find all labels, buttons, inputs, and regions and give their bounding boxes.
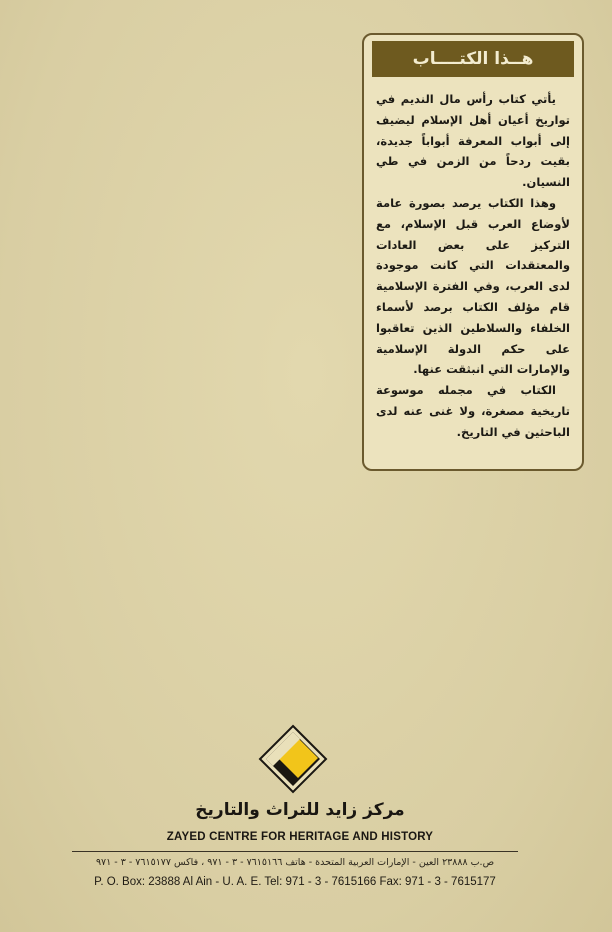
about-book-box (362, 33, 584, 471)
paragraph-3: الكتاب في مجمله موسوعة تاريخية مصغرة، ولا غنى عنه لدى الباحثين في التاريخ. (376, 383, 570, 439)
paragraph-1: يأتي كتاب رأس مال النديم في تواريخ أعيان أهل الإسلام ليضيف إلى أبواب المعرفة أبواباً جديدة، بقيت ردحاً من الزمن في طي النسيان. (376, 92, 570, 190)
paragraph-2: وهذا الكتاب يرصد بصورة عامة لأوضاع العرب قبل الإسلام، مع التركيز على بعض العادات والمعتقدات التي كانت موجودة لدى العرب، وفي الفترة الإسلامية قام مؤلف الكتاب برصد لأسماء الخلفاء والسلاطين الذين تعاقبوا على حكم الدولة الإسلامية والإمارات التي انبثقت عنها. (376, 195, 570, 377)
about-book-title: هــذا الكتــــاب (372, 41, 574, 77)
publisher-name-english: ZAYED CENTRE FOR HERITAGE AND HISTORY (166, 831, 434, 843)
publisher-name-arabic: مركز زايد للتراث والتاريخ (195, 800, 405, 820)
about-book-text (372, 89, 574, 443)
address-english: P. O. Box: 23888 Al Ain - U. A. E. Tel: 971 - 3 - 7615166 Fax: 971 - 3 - 7615177 (94, 876, 496, 888)
diamond-logo-icon (258, 724, 328, 794)
divider (72, 851, 518, 852)
address-arabic: ص.ب ٢٣٨٨٨ العين - الإمارات العربية المتحدة - هاتف ٧٦١٥١٦٦ - ٣ - ٩٧١ ، فاكس ٧٦١٥١٧٧ - ٣ - ٩٧١ (95, 857, 495, 868)
